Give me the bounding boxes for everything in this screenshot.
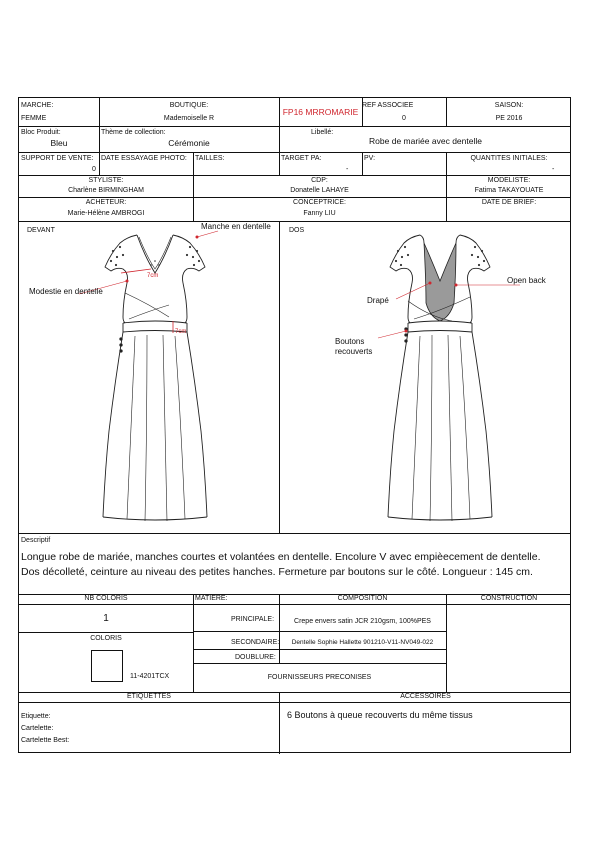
rule [19, 533, 570, 534]
annot-drape: Drapé [367, 296, 389, 305]
rule [446, 594, 447, 692]
fournisseurs-label: FOURNISSEURS PRECONISES [267, 674, 372, 681]
pv-label: PV: [364, 155, 376, 162]
ref-code: FP16 MRROMARIE [282, 107, 359, 117]
secondaire-label: SECONDAIRE: [231, 639, 280, 646]
annot-measure-1: 7cm [147, 273, 159, 279]
marche-label: MARCHE: [21, 102, 54, 109]
matiere-label: MATIERE: [195, 595, 228, 602]
boutique-label: BOUTIQUE: [169, 102, 209, 109]
rule [279, 692, 280, 754]
theme-label: Thème de collection: [101, 129, 166, 136]
cdp-label: CDP: [311, 177, 328, 184]
support-label: SUPPORT DE VENTE: [21, 155, 94, 162]
acheteur-label: ACHETEUR: [85, 199, 127, 206]
back-dress-drawing [280, 221, 572, 533]
target-pa-value: - [346, 166, 349, 173]
doublure-label: DOUBLURE: [235, 654, 276, 661]
ref-associee-label: REF ASSOCIEE [362, 102, 414, 109]
rule [362, 152, 363, 175]
marche-value: FEMME [21, 115, 47, 122]
annot-open-back: Open back [507, 276, 546, 285]
libelle-value: Robe de mariée avec dentelle [369, 136, 482, 146]
nb-coloris-value: 1 [103, 613, 109, 624]
theme-value: Cérémonie [168, 138, 210, 148]
etiquette-label: Etiquette: [21, 713, 51, 720]
etiquettes-label: ETIQUETTES [127, 693, 171, 700]
bloc-produit-value: Bleu [50, 138, 68, 148]
composition-label: COMPOSITION [337, 595, 388, 602]
cdp-value: Donatelle LAHAYE [290, 187, 349, 194]
tailles-label: TAILLES: [195, 155, 225, 162]
tech-sheet [18, 97, 571, 753]
accessoires-value: 6 Boutons à queue recouverts du même tissus [287, 710, 473, 720]
date-essayage-label: DATE ESSAYAGE PHOTO: [101, 155, 187, 162]
conceptrice-value: Fanny LIU [303, 210, 336, 217]
principale-label: PRINCIPALE: [231, 616, 275, 623]
rule [193, 663, 446, 664]
rule [19, 604, 570, 605]
color-swatch [91, 650, 123, 682]
rule [193, 631, 446, 632]
coloris-code: 11-4201TCX [130, 673, 170, 680]
rule [193, 152, 194, 175]
cartelette-best-label: Cartelette Best: [21, 737, 70, 744]
rule [19, 632, 193, 633]
rule [279, 604, 280, 663]
rule [193, 649, 446, 650]
descriptif-line-2: Dos décolleté, ceinture au niveau des petites hanches. Fermeture par boutons sur le côté. Longueur : 145 cm. [21, 566, 533, 578]
principale-value: Crepe envers satin JCR 210gsm, 100%PES [294, 618, 431, 625]
bloc-produit-label: Bloc Produit: [21, 129, 61, 136]
nb-coloris-label: NB COLORIS [84, 595, 128, 602]
support-value: 0 [92, 166, 96, 173]
annot-modestie: Modestie en dentelle [29, 287, 103, 296]
date-brief-label: DATE DE BRIEF: [481, 199, 537, 206]
rule [19, 152, 570, 153]
rule [19, 126, 570, 127]
target-pa-label: TARGET PA: [281, 155, 322, 162]
coloris-label: COLORIS [90, 635, 122, 642]
acheteur-value: Marie-Hélène AMBROGI [67, 210, 145, 217]
annot-manche: Manche en dentelle [201, 222, 271, 231]
modeliste-value: Fatima TAKAYOUATE [474, 187, 544, 194]
quantites-label: QUANTITES INITIALES: [470, 155, 548, 162]
rule [279, 152, 280, 175]
secondaire-value: Dentelle Sophie Hallette 901210-V11-NV049-022 [291, 639, 434, 646]
rule [19, 702, 570, 703]
annot-boutons-2: recouverts [335, 347, 373, 356]
front-dress-drawing [19, 221, 279, 533]
boutique-value: Mademoiselle R [163, 115, 215, 122]
cartelette-label: Cartelette: [21, 725, 54, 732]
libelle-label: Libellé: [311, 129, 334, 136]
quantites-value: - [552, 166, 555, 173]
conceptrice-label: CONCEPTRICE: [293, 199, 346, 206]
annot-boutons-1: Boutons [335, 337, 365, 346]
saison-label: SAISON: [494, 102, 524, 109]
modeliste-label: MODELISTE: [487, 177, 531, 184]
ref-associee-value: 0 [402, 115, 406, 122]
descriptif-label: Descriptif [21, 537, 51, 544]
annot-measure-2: 7cm [175, 329, 187, 335]
construction-label: CONSTRUCTION [480, 595, 538, 602]
saison-value: PE 2016 [495, 115, 523, 122]
accessoires-label: ACCESSOIRES [400, 693, 451, 700]
descriptif-line-1: Longue robe de mariée, manches courtes et volantées en dentelle. Encolure V avec empièecement de dentelle. [21, 551, 541, 563]
front-label: DEVANT [27, 227, 55, 234]
back-label: DOS [289, 227, 305, 234]
styliste-label: STYLISTE: [88, 177, 124, 184]
styliste-value: Charlène BIRMINGHAM [68, 187, 144, 194]
